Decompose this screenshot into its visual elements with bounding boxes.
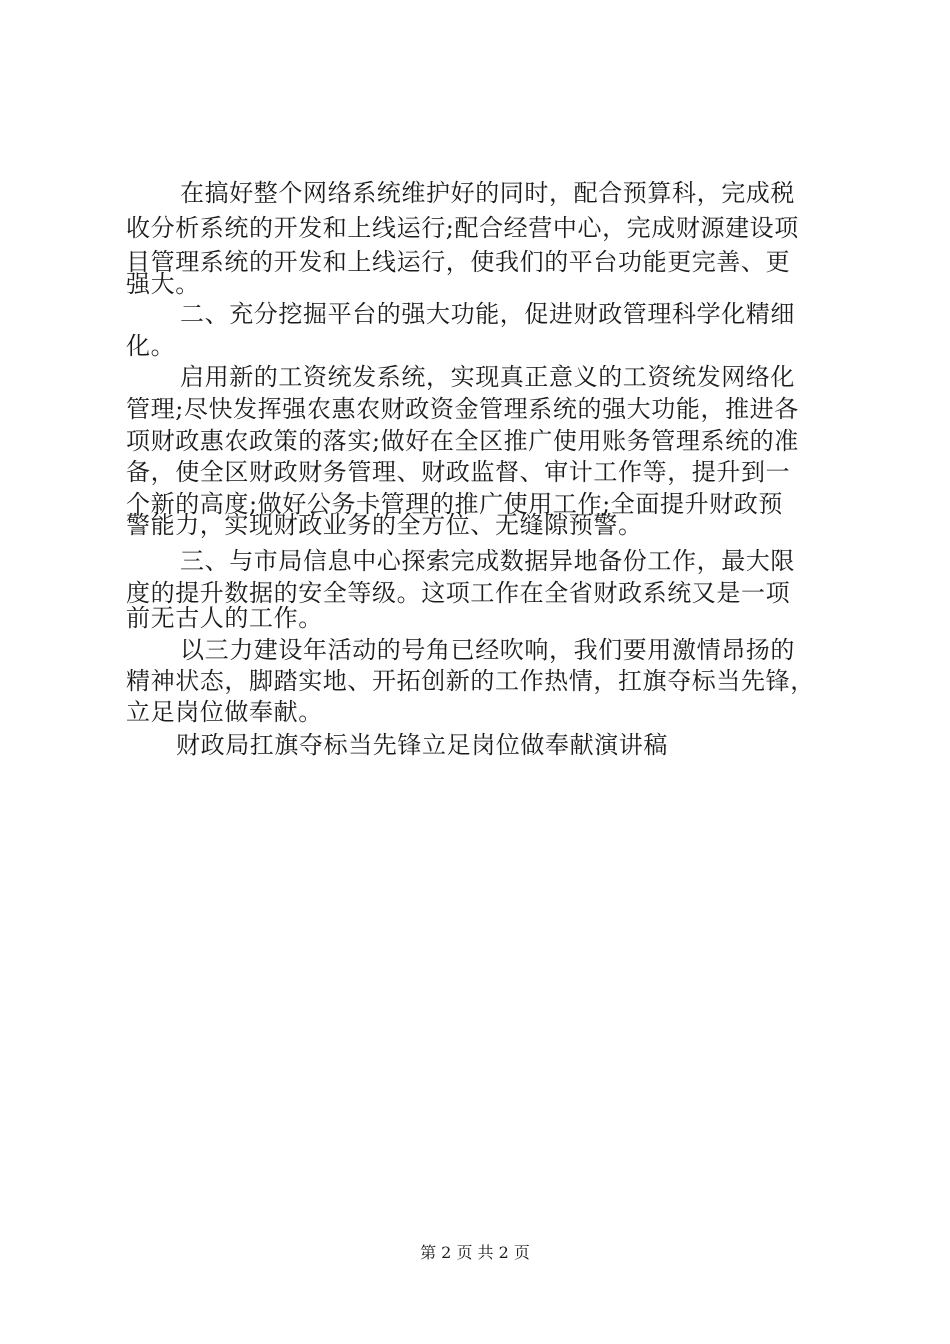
- paragraph-line: 启用新的工资统发系统，实现真正意义的工资统发网络化: [180, 363, 795, 391]
- paragraph-line: 收分析系统的开发和上线运行;配合经营中心，完成财源建设项: [126, 214, 799, 242]
- paragraph-line: 个新的高度;做好公务卡管理的推广使用工作;全面提升财政预: [126, 490, 783, 518]
- paragraph-line: 化。: [126, 332, 176, 360]
- paragraph-line: 前无古人的工作。: [126, 604, 323, 632]
- page-number-footer: 第 2 页 共 2 页: [420, 1243, 530, 1262]
- paragraph-line: 强大。: [126, 270, 200, 298]
- paragraph-line: 立足岗位做奉献。: [126, 698, 323, 726]
- paragraph-line: 备，使全区财政财务管理、财政监督、审计工作等，提升到一: [126, 458, 791, 486]
- paragraph-line: 二、充分挖掘平台的强大功能，促进财政管理科学化精细: [180, 300, 795, 328]
- paragraph-line: 在搞好整个网络系统维护好的同时，配合预算科，完成税: [180, 179, 795, 207]
- paragraph-line: 管理;尽快发挥强农惠农财政资金管理系统的强大功能，推进各: [126, 395, 799, 423]
- paragraph-line: 精神状态，脚踏实地、开拓创新的工作热情，扛旗夺标当先锋，: [126, 667, 815, 695]
- paragraph-line: 警能力，实现财政业务的全方位、无缝隙预警。: [126, 511, 643, 539]
- paragraph-line: 三、与市局信息中心探索完成数据异地备份工作，最大限: [180, 547, 795, 575]
- paragraph-line: 项财政惠农政策的落实;做好在全区推广使用账务管理系统的准: [126, 427, 799, 455]
- paragraph-line: 目管理系统的开发和上线运行，使我们的平台功能更完善、更: [126, 248, 791, 276]
- paragraph-line: 度的提升数据的安全等级。这项工作在全省财政系统又是一项: [126, 579, 791, 607]
- document-title-line: 财政局扛旗夺标当先锋立足岗位做奉献演讲稿: [176, 731, 668, 759]
- paragraph-line: 以三力建设年活动的号角已经吹响，我们要用激情昂扬的: [180, 636, 795, 664]
